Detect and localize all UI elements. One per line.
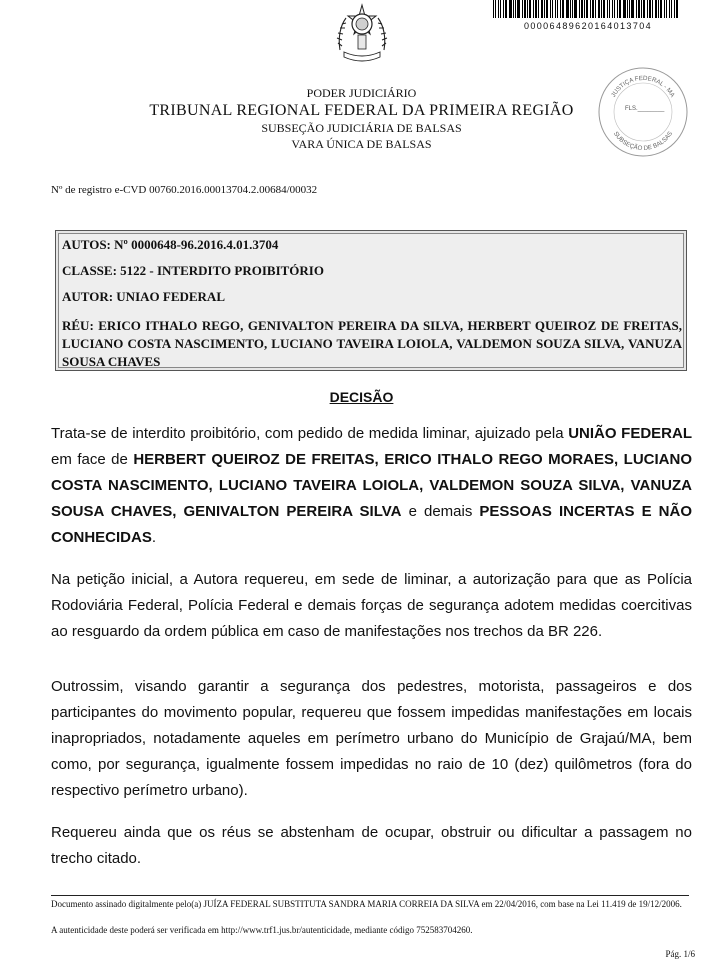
barcode-bar bbox=[601, 0, 602, 18]
barcode-bar bbox=[669, 0, 670, 18]
barcode-bar bbox=[493, 0, 494, 18]
barcode-bar bbox=[579, 0, 580, 18]
barcode-bar bbox=[552, 0, 553, 18]
barcode-bar bbox=[544, 0, 545, 18]
barcode-bar bbox=[574, 0, 577, 18]
case-autos: AUTOS: Nº 0000648-96.2016.4.01.3704 bbox=[62, 237, 279, 252]
barcode-bar bbox=[649, 0, 651, 18]
case-info-box bbox=[55, 230, 687, 371]
stamp-fls-label: FLS.________ bbox=[625, 106, 665, 112]
barcode-bar bbox=[557, 0, 558, 18]
barcode-bar bbox=[590, 0, 591, 18]
header-line-vara: VARA ÚNICA DE BALSAS bbox=[291, 137, 432, 151]
stamp-bottom-text: SUBSEÇÃO DE BALSAS bbox=[611, 130, 675, 153]
paragraph-2: Na petição inicial, a Autora requereu, em sede de liminar, a autorização para que as Polícia Rodoviária Federal, Polícia Federal e demais forças de segurança adotem medidas coercitivas ao resguardo da ordem pública em caso de manifestações nos trechos da BR 226. bbox=[51, 571, 692, 640]
barcode-bar bbox=[522, 0, 523, 18]
case-reu: RÉU: ERICO ITHALO REGO, GENIVALTON PEREIRA DA SILVA, HERBERT QUEIROZ DE FREITAS, LUCIANO COSTA NASCIMENTO, LUCIANO TAVEIRA LOIOLA, VALDEMON SOUZA SILVA, VANUZA SOUSA CHAVES bbox=[62, 318, 682, 369]
barcode-bar bbox=[584, 0, 585, 18]
barcode-bar bbox=[533, 0, 534, 18]
barcode-bar bbox=[619, 0, 621, 18]
barcode-bar bbox=[603, 0, 605, 18]
barcode-bar bbox=[524, 0, 526, 18]
barcode-bar bbox=[671, 0, 672, 18]
barcode-bar bbox=[550, 0, 551, 18]
barcode-bar bbox=[535, 0, 537, 18]
footer-authenticity: A autenticidade deste poderá ser verificada em http://www.trf1.jus.br/autenticidade, mediante código 752583704260. bbox=[51, 925, 473, 935]
footer-divider bbox=[51, 895, 689, 896]
barcode-bar bbox=[527, 0, 528, 18]
barcode-bar bbox=[641, 0, 642, 18]
paragraph-1 bbox=[51, 421, 692, 551]
court-stamp bbox=[597, 66, 689, 158]
barcode-bar bbox=[660, 0, 662, 18]
barcode-bar bbox=[560, 0, 561, 18]
barcode-bar bbox=[595, 0, 596, 18]
stamp-top-text: JUSTIÇA FEDERAL - MA bbox=[610, 74, 676, 99]
case-autor: AUTOR: UNIAO FEDERAL bbox=[62, 289, 225, 304]
barcode-bar bbox=[495, 0, 496, 18]
barcode-bar bbox=[505, 0, 507, 18]
barcode-bar bbox=[658, 0, 659, 18]
paragraph-4: Requereu ainda que os réus se abstenham de ocupar, obstruir ou dificultar a passagem no trecho citado. bbox=[51, 824, 692, 867]
decision-title: DECISÃO bbox=[329, 389, 394, 405]
barcode-bar bbox=[517, 0, 520, 18]
paragraph-3: Outrossim, visando garantir a segurança dos pedestres, motorista, passageiros e dos participantes do movimento popular, requereu que fossem impedidas manifestações em locais inapropriados, notadamente aqueles em perímetro urbano do Município de Grajaú/MA, bem como, por segurança, igualmente fossem impedidas no raio de 10 (dez) quilômetros (fora do respectivo perímetro urbano). bbox=[51, 678, 692, 799]
barcode-bar bbox=[647, 0, 648, 18]
p1-text-2: em face de bbox=[51, 451, 134, 468]
barcode-bar bbox=[498, 0, 499, 18]
barcode-bar bbox=[572, 0, 573, 18]
barcode-bar bbox=[500, 0, 501, 18]
barcode-bar bbox=[513, 0, 514, 18]
barcode-bar bbox=[629, 0, 630, 18]
barcode-bar bbox=[529, 0, 531, 18]
coat-of-arms-emblem bbox=[334, 2, 390, 68]
barcode-bar bbox=[627, 0, 628, 18]
barcode-bar bbox=[609, 0, 610, 18]
barcode-bar bbox=[614, 0, 615, 18]
barcode-bar bbox=[562, 0, 564, 18]
p1-bold-defendants: HERBERT QUEIROZ DE FREITAS, ERICO ITHALO REGO MORAES, LUCIANO COSTA NASCIMENTO, LUCIANO TAVEIRA LOIOLA, VALDEMON SOUZA SILVA, VANUZA SOUSA CHAVES, GENIVALTON PEREIRA SILVA bbox=[51, 451, 692, 520]
barcode-bar bbox=[617, 0, 618, 18]
header-line-poder-judiciario: PODER JUDICIÁRIO bbox=[306, 86, 417, 100]
barcode-bar bbox=[674, 0, 675, 18]
barcode-bar bbox=[546, 0, 548, 18]
barcode-bar bbox=[652, 0, 653, 18]
barcode-bar bbox=[623, 0, 626, 18]
barcode-bar bbox=[592, 0, 594, 18]
barcode-bar bbox=[586, 0, 588, 18]
p1-bold-uniao: UNIÃO FEDERAL bbox=[568, 425, 692, 442]
barcode-bar bbox=[555, 0, 556, 18]
barcode-bar bbox=[636, 0, 637, 18]
barcode-bar bbox=[676, 0, 678, 18]
case-classe: CLASSE: 5122 - INTERDITO PROIBITÓRIO bbox=[62, 263, 324, 278]
barcode-bar bbox=[598, 0, 600, 18]
barcode-bar bbox=[509, 0, 512, 18]
footer-signature: Documento assinado digitalmente pelo(a) JUÍZA FEDERAL SUBSTITUTA SANDRA MARIA CORREIA DA SILVA em 22/04/2016, com base na Lei 11.419 de 19/12/2006. bbox=[51, 899, 682, 909]
registration-number: Nº de registro e-CVD 00760.2016.00013704.2.00684/00032 bbox=[51, 184, 318, 196]
p1-bold-pessoas: PESSOAS INCERTAS E NÃO CONHECIDAS bbox=[51, 503, 693, 546]
barcode-bar bbox=[515, 0, 516, 18]
page-number: Pág. 1/6 bbox=[665, 949, 695, 959]
barcode-bar bbox=[655, 0, 657, 18]
p1-text-4: . bbox=[151, 529, 157, 546]
barcode-bar bbox=[643, 0, 645, 18]
barcode-bar bbox=[607, 0, 608, 18]
barcode-bar bbox=[612, 0, 613, 18]
barcode-bar bbox=[638, 0, 640, 18]
barcode-bar bbox=[541, 0, 543, 18]
header-line-tribunal: TRIBUNAL REGIONAL FEDERAL DA PRIMEIRA REGIÃO bbox=[149, 102, 574, 119]
barcode-bar bbox=[570, 0, 571, 18]
barcode-bar bbox=[503, 0, 504, 18]
header-line-subsecao: SUBSEÇÃO JUDICIÁRIA DE BALSAS bbox=[261, 121, 462, 135]
barcode-bar bbox=[566, 0, 569, 18]
barcode-bar bbox=[666, 0, 667, 18]
barcode-bar bbox=[581, 0, 583, 18]
barcode-bar bbox=[538, 0, 539, 18]
p1-text-3: e demais bbox=[401, 503, 480, 520]
barcode-bar bbox=[664, 0, 665, 18]
barcode-number: 00006489620164013704 bbox=[523, 21, 653, 31]
barcode-bar bbox=[631, 0, 634, 18]
barcode bbox=[492, 0, 682, 18]
p1-text-1: Trata-se de interdito proibitório, com pedido de medida liminar, ajuizado pela bbox=[51, 425, 569, 442]
